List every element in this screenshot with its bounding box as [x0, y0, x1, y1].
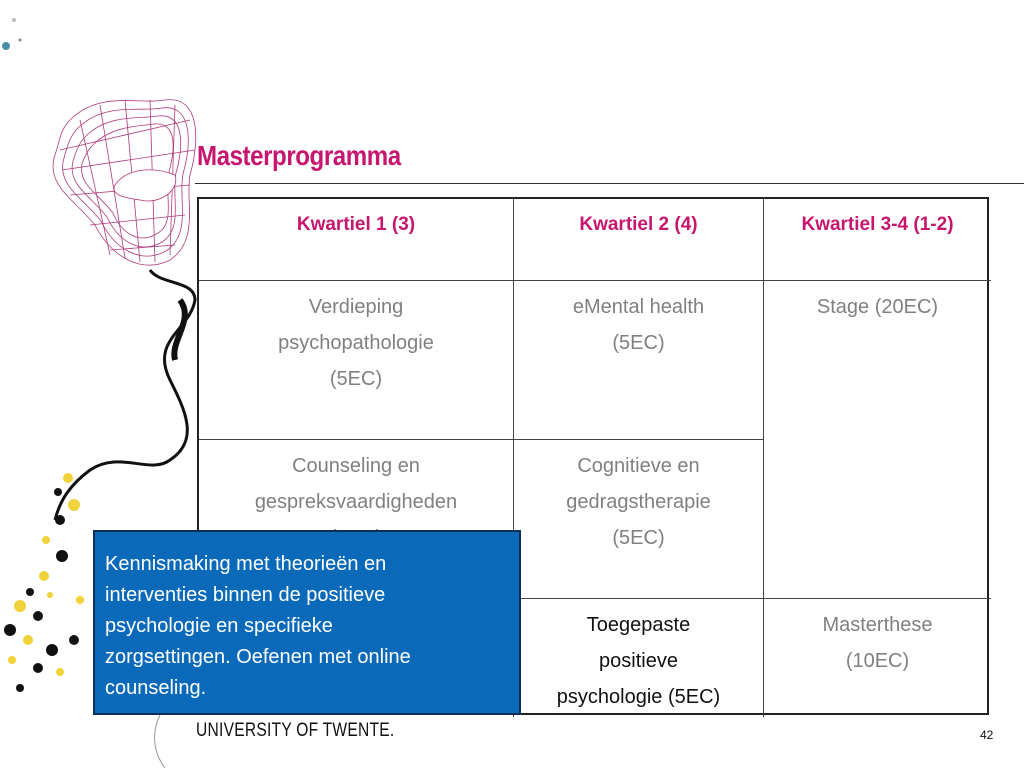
cell-text: Counseling en	[292, 455, 420, 477]
cell-text: Cognitieve en	[577, 455, 700, 477]
cell-emental-health	[514, 281, 764, 440]
callout-text-line: psychologie en specifieke	[105, 615, 333, 637]
cell-masterthese	[764, 599, 991, 717]
callout-text-line: Kennismaking met theorieën en	[105, 553, 387, 575]
slide-title: Masterprogramma	[197, 140, 401, 171]
cell-text: gespreksvaardigheden	[254, 491, 458, 513]
swirl-line-decoration	[55, 270, 195, 520]
cell-cognitieve-gedragstherapie	[514, 440, 764, 599]
cell-text: psychopathologie	[278, 332, 434, 354]
cell-stage	[764, 281, 991, 599]
cell-text: gedragstherapie	[566, 491, 711, 513]
cell-toegepaste-positieve-psychologie	[514, 599, 764, 717]
cell-text: (5EC)	[612, 527, 665, 549]
cell-text: (5EC)	[329, 368, 383, 390]
cell-text: Toegepaste	[586, 614, 691, 636]
cell-text: positieve	[599, 650, 678, 672]
callout-text-line: zorgsettingen. Oefenen met online	[105, 646, 411, 668]
callout-text-line: counseling.	[105, 677, 207, 699]
cell-text: Verdieping	[308, 296, 404, 318]
cell-text: Masterthese	[822, 614, 933, 636]
mesh-blob-decoration	[53, 100, 196, 265]
header-kwartiel-2: Kwartiel 2 (4)	[514, 199, 764, 281]
cell-text: Stage (20EC)	[816, 296, 939, 318]
callout-box	[93, 530, 521, 715]
cell-text: (10EC)	[845, 650, 910, 672]
cell-text: (5EC)	[612, 332, 665, 354]
header-kwartiel-3-4: Kwartiel 3-4 (1-2)	[764, 199, 991, 281]
university-logo: UNIVERSITY OF TWENTE.	[196, 720, 395, 741]
callout-text-line: interventies binnen de positieve	[105, 584, 386, 606]
page-number: 42	[980, 728, 994, 742]
cell-text: eMental health	[572, 296, 705, 318]
dots-decoration	[2, 18, 22, 50]
title-divider	[195, 183, 1024, 184]
header-kwartiel-1: Kwartiel 1 (3)	[199, 199, 514, 281]
dots-cluster-decoration	[4, 473, 84, 692]
cell-text: psychologie (5EC)	[556, 686, 721, 708]
cell-verdieping-psychopathologie	[199, 281, 514, 440]
